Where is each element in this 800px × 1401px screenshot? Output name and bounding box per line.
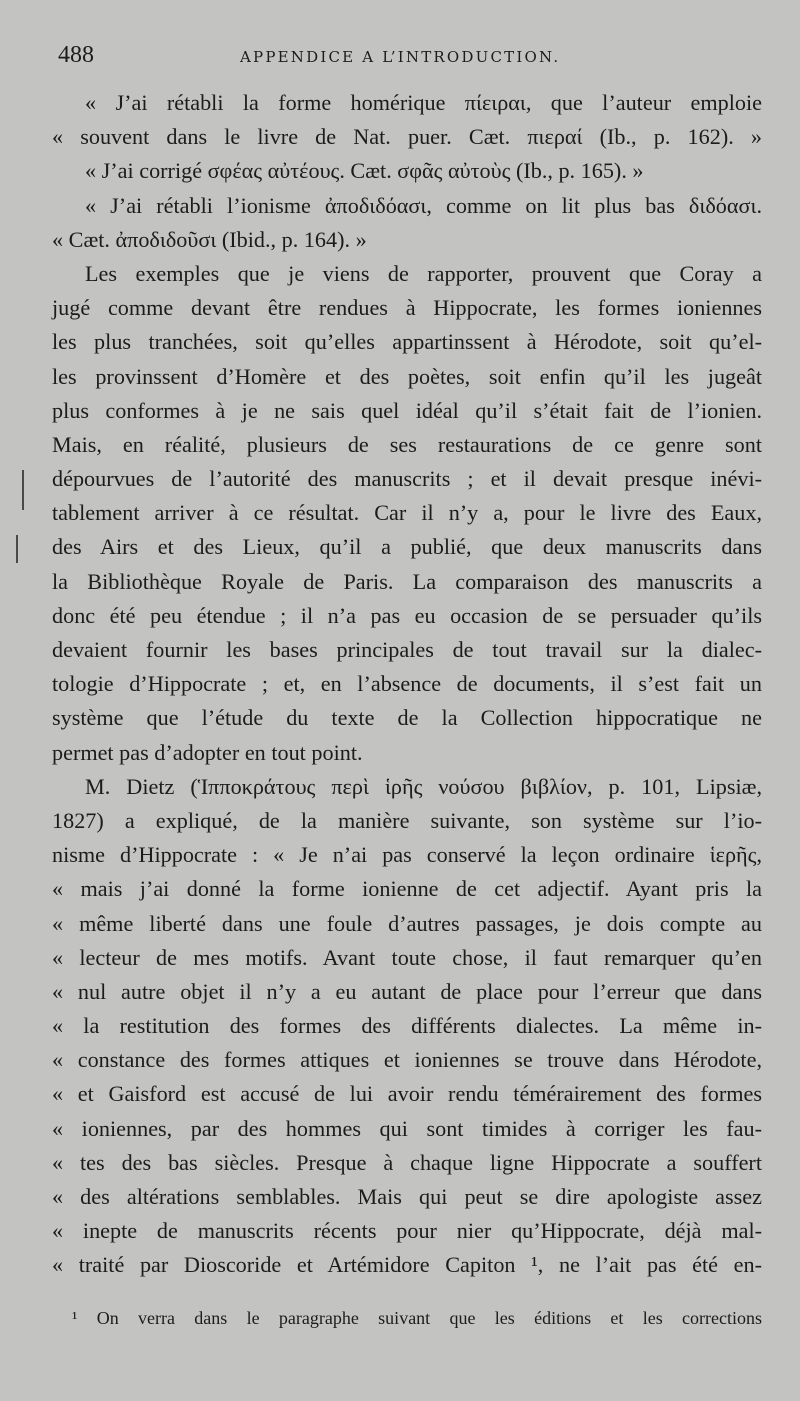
text-line: dépourvues de l’autorité des manuscrits ; et il devait presque inévi-: [52, 466, 762, 492]
text-line: « J’ai corrigé σφέας αὐτέους. Cæt. σφᾶς αὐτοὺς (Ib., p. 165). »: [85, 158, 644, 184]
text-line: tablement arriver à ce résultat. Car il n’y a, pour le livre des Eaux,: [52, 500, 762, 526]
text-line: « mais j’ai donné la forme ionienne de cet adjectif. Ayant pris la: [52, 876, 762, 902]
text-line: les plus tranchées, soit qu’elles appartinssent à Hérodote, soit qu’el-: [52, 329, 762, 355]
text-line: « inepte de manuscrits récents pour nier qu’Hippocrate, déjà mal-: [52, 1218, 762, 1244]
running-head: APPENDICE A L’INTRODUCTION.: [240, 48, 561, 66]
text-line: « tes des bas siècles. Presque à chaque ligne Hippocrate a souffert: [52, 1149, 762, 1175]
text-line: Mais, en réalité, plusieurs de ses restaurations de ce genre sont: [52, 431, 762, 457]
margin-mark: [22, 470, 24, 510]
text-line: « J’ai rétabli la forme homérique πίειραι, que l’auteur emploie: [85, 90, 762, 115]
text-line: jugé comme devant être rendues à Hippocrate, les formes ioniennes: [52, 295, 762, 321]
text-line: « la restitution des formes des différents dialectes. La même in-: [52, 1013, 762, 1039]
text-line: donc été peu étendue ; il n’a pas eu occasion de se persuader qu’ils: [52, 602, 762, 628]
text-line: 1827) a expliqué, de la manière suivante, son système sur l’io-: [52, 807, 762, 833]
page-header: [58, 42, 758, 76]
page-number: 488: [58, 42, 94, 68]
text-line: la Bibliothèque Royale de Paris. La comparaison des manuscrits a: [52, 568, 762, 594]
text-line: « ioniennes, par des hommes qui sont timides à corriger les fau-: [52, 1115, 762, 1141]
text-line: Les exemples que je viens de rapporter, prouvent que Coray a: [85, 260, 762, 286]
text-line: plus conformes à je ne sais quel idéal qu’il s’était fait de l’ionien.: [52, 397, 762, 423]
text-line: « souvent dans le livre de Nat. puer. Cæt. πιεραί (Ib., p. 162). »: [52, 124, 762, 150]
text-line: tologie d’Hippocrate ; et, en l’absence de documents, il s’est fait un: [52, 671, 762, 697]
text-line: nisme d’Hippocrate : « Je n’ai pas conservé la leçon ordinaire ἱερῆς,: [52, 842, 762, 868]
footnote: ¹ On verra dans le paragraphe suivant que les éditions et les corrections: [72, 1308, 762, 1328]
text-line: devaient fournir les bases principales de tout travail sur la dialec-: [52, 637, 762, 662]
text-line: « traité par Dioscoride et Artémidore Capiton ¹, ne l’ait pas été en-: [52, 1252, 762, 1278]
text-line: « et Gaisford est accusé de lui avoir rendu témérairement des formes: [52, 1081, 762, 1107]
text-line: des Airs et des Lieux, qu’il a publié, que deux manuscrits dans: [52, 534, 762, 560]
body-text: [52, 86, 762, 1283]
text-line: « des altérations semblables. Mais qui peut se dire apologiste assez: [52, 1184, 762, 1209]
text-line: permet pas d’adopter en tout point.: [52, 739, 363, 765]
text-line: « même liberté dans une foule d’autres passages, je dois compte au: [52, 910, 762, 936]
text-line: « nul autre objet il n’y a eu autant de place pour l’erreur que dans: [52, 978, 762, 1004]
text-line: les provinssent d’Homère et des poètes, soit enfin qu’il les jugeât: [52, 363, 762, 389]
text-line: M. Dietz (Ἱπποκράτους περὶ ἱρῆς νούσου βιβλίον, p. 101, Lipsiæ,: [85, 773, 762, 799]
text-line: « lecteur de mes motifs. Avant toute chose, il faut remarquer qu’en: [52, 944, 762, 970]
margin-mark: [16, 535, 18, 563]
text-line: « J’ai rétabli l’ionisme ἀποδιδόασι, comme on lit plus bas διδόασι.: [85, 192, 762, 218]
text-line: « constance des formes attiques et ioniennes se trouve dans Hérodote,: [52, 1047, 762, 1073]
text-line: « Cæt. ἀποδιδοῦσι (Ibid., p. 164). »: [52, 226, 367, 252]
text-line: système que l’étude du texte de la Collection hippocratique ne: [52, 705, 762, 731]
